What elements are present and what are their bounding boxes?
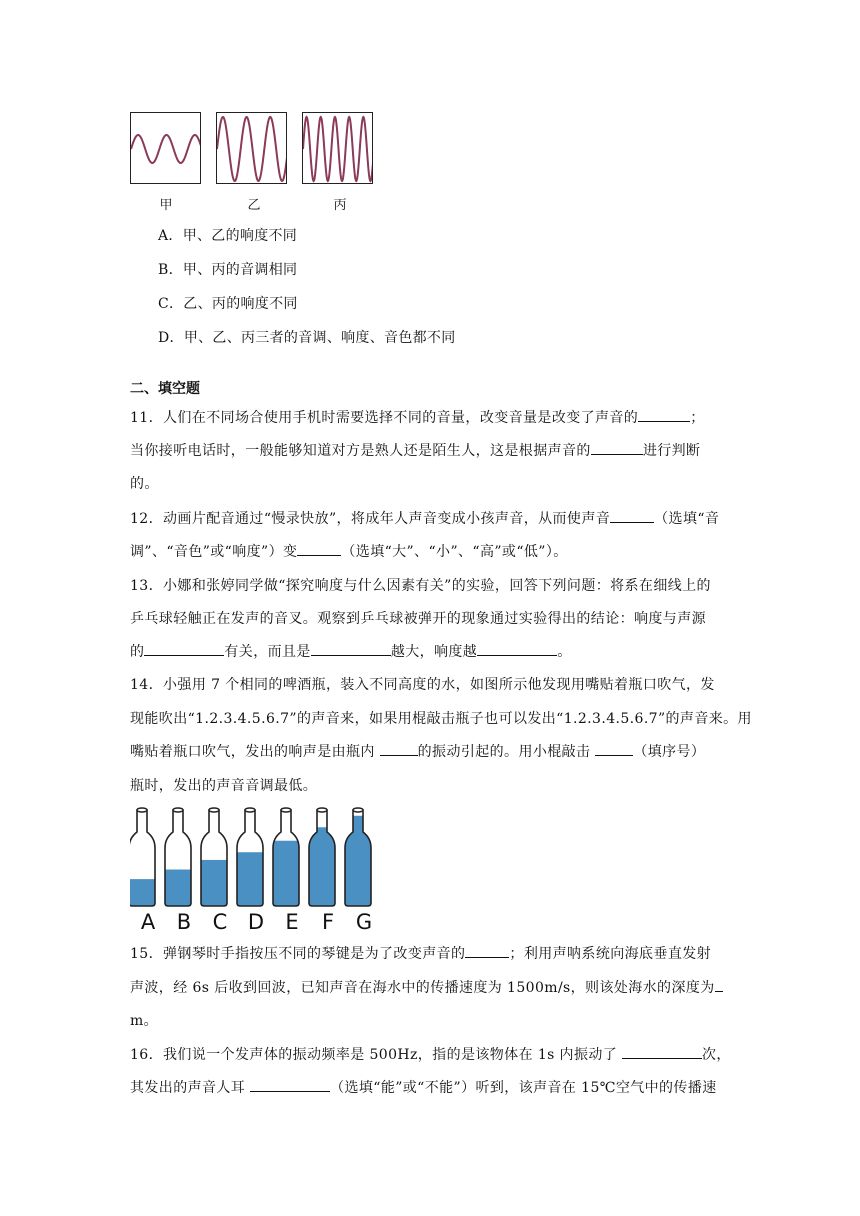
bottle-label-e: E (285, 910, 299, 934)
waveform-yi (216, 112, 287, 184)
q11-text-2a: 当你接听电话时，一般能够知道对方是熟人还是陌生人，这是根据声音的 (130, 443, 591, 459)
q12-text-1b: （选填“音 (654, 511, 720, 527)
q14-line-1: 14．小强用 7 个相同的啤酒瓶，装入不同高度的水，如图所示他发现用嘴贴着瓶口吹气，发 (130, 677, 715, 693)
bottle-c (199, 808, 229, 908)
bottle-f (307, 808, 337, 908)
q13-line-3 (130, 641, 572, 661)
waveform-bing-graph (303, 113, 373, 184)
q12-line-2 (130, 541, 568, 561)
q16-text-1a: 16．我们说一个发声体的振动频率是 500Hz，指的是该物体在 1s 内振动了 (130, 1047, 623, 1063)
q15-line-1 (130, 943, 711, 963)
q16-blank-1 (622, 1045, 702, 1059)
bottle-label-a: A (140, 910, 156, 934)
q13-text-3b: 有关，而且是 (224, 644, 311, 660)
bottle-d (235, 808, 265, 908)
section-title: 二、填空题 (130, 381, 200, 397)
waveform-bing-line (303, 117, 373, 181)
q12-blank-1 (610, 509, 654, 523)
q11-text-2b: 进行判断 (642, 443, 701, 459)
bottle-label-g: G (355, 910, 373, 934)
waveform-jia-graph (131, 113, 201, 184)
q15-line-2 (130, 977, 723, 997)
q14-line-2: 现能吹出“1.2.3.4.5.6.7”的声音来，如果用棍敲击瓶子也可以发出“1.2.3.4.5.6.7”的声音来。用 (130, 711, 752, 727)
q14-text-3b: 的振动引起的。用小棍敲击 (417, 744, 596, 760)
q13-line-2: 乒乓球轻触正在发声的音叉。观察到乒乓球被弹开的现象通过实验得出的结论：响度与声源 (130, 611, 706, 627)
q16-line-2 (130, 1077, 717, 1097)
bottle-label-c: C (212, 910, 228, 934)
q16-line-1 (130, 1044, 731, 1064)
q13-blank-3 (477, 642, 557, 656)
q16-text-2a: 其发出的声音人耳 (130, 1080, 251, 1096)
bottle-label-b: B (176, 910, 192, 934)
q14-blank-1 (380, 742, 418, 756)
q15-text-1b: ；利用声呐系统向海底垂直发射 (509, 946, 712, 962)
option-a: A．甲、乙的响度不同 (158, 228, 298, 244)
q11-line-3: 的。 (130, 476, 159, 492)
bottle-b (163, 808, 193, 908)
option-d: D．甲、乙、丙三者的音调、响度、音色都不同 (158, 330, 456, 346)
waveform-label-yi: 乙 (247, 198, 261, 213)
bottle-g (343, 808, 373, 908)
waveform-bing (302, 112, 373, 184)
bottle-a (130, 808, 157, 908)
bottle-water-b (163, 870, 193, 908)
q12-line-1 (130, 508, 719, 528)
bottle-label-d: D (247, 910, 265, 934)
bottle-water-c (199, 860, 229, 908)
waveform-label-jia: 甲 (159, 198, 173, 213)
q11-blank-1 (638, 408, 690, 422)
q13-text-3d: 。 (557, 644, 572, 660)
q12-blank-2 (297, 542, 341, 556)
q13-text-3a: 的 (130, 644, 145, 660)
bottle-e (271, 808, 301, 908)
q16-blank-2 (250, 1078, 330, 1092)
bottle-water-d (235, 852, 265, 908)
q12-text-2a: 调”、“音色”或“响度”）变 (130, 544, 298, 560)
q14-text-3c: （填序号） (633, 744, 706, 760)
waveform-jia-line (131, 135, 201, 163)
bottle-water-g (343, 816, 373, 908)
waveform-label-bing: 丙 (333, 198, 347, 213)
q15-line-3: m。 (130, 1013, 159, 1029)
q11-line-1 (130, 407, 705, 427)
q14-line-4: 瓶时，发出的声音音调最低。 (130, 778, 318, 794)
q15-text-2: 声波，经 6s 后收到回波，已知声音在海水中的传播速度为 1500m/s，则该处海水的深度为 (130, 980, 715, 996)
q13-blank-2 (311, 642, 391, 656)
q13-text-3c: 越大，响度越 (390, 644, 478, 660)
waveform-yi-graph (217, 113, 287, 184)
q14-blank-2 (595, 742, 633, 756)
q15-blank-1 (465, 944, 509, 958)
q14-text-3a: 嘴贴着瓶口吹气，发出的响声是由瓶内 (130, 744, 380, 760)
q12-text-2b: （选填“大”、“小”、“高”或“低”）。 (341, 544, 568, 560)
q12-text-1a: 12．动画片配音通过“慢录快放”，将成年人声音变成小孩声音，从而使声音 (130, 511, 611, 527)
waveform-jia (130, 112, 201, 184)
q16-text-2b: （选填“能”或“不能”）听到，该声音在 15℃空气中的传播速 (330, 1080, 717, 1096)
q14-line-3 (130, 741, 705, 761)
q13-line-1: 13．小娜和张婷同学做“探究响度与什么因素有关”的实验，回答下列问题：将系在细线上的 (130, 578, 711, 594)
bottle-water-a (130, 879, 157, 908)
bottle-water-e (271, 841, 301, 908)
q11-text-1a: 11．人们在不同场合使用手机时需要选择不同的音量，改变音量是改变了声音的 (130, 410, 639, 426)
q15-text-1a: 15．弹钢琴时手指按压不同的琴键是为了改变声音的 (130, 946, 466, 962)
q16-text-1b: 次， (702, 1047, 731, 1063)
waveform-yi-line (217, 117, 287, 181)
option-c: C．乙、丙的响度不同 (158, 296, 298, 312)
q11-line-2 (130, 440, 700, 460)
q15-blank-2 (715, 978, 723, 992)
q13-blank-1 (144, 642, 224, 656)
option-b: B．甲、丙的音调相同 (158, 262, 298, 278)
q11-blank-2 (591, 441, 643, 455)
bottle-label-f: F (321, 910, 335, 934)
q11-text-1b: ； (690, 410, 705, 426)
